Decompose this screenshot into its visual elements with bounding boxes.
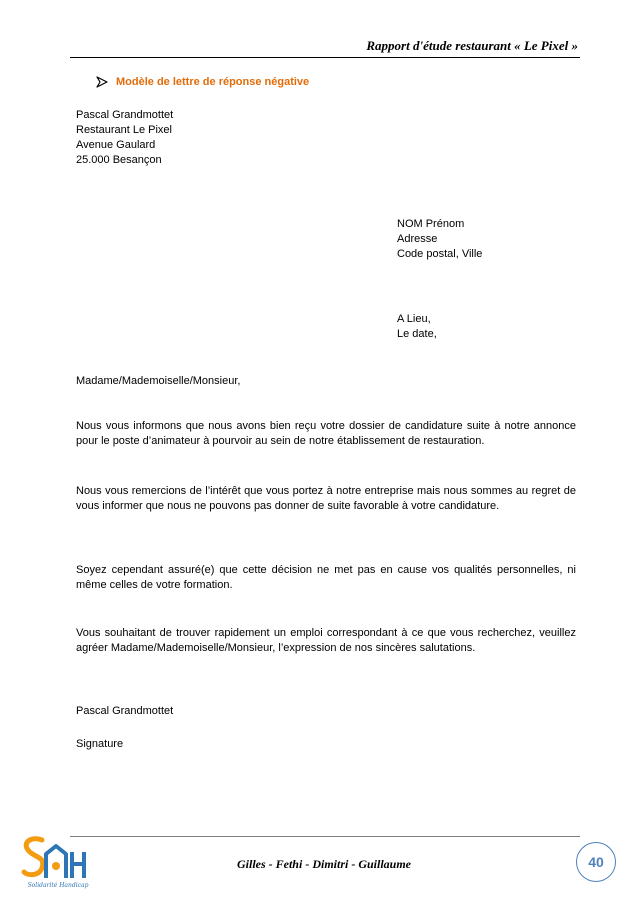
sender-line: Restaurant Le Pixel xyxy=(76,124,172,136)
place-and-date xyxy=(397,312,437,342)
letter-paragraph: Vous souhaitant de trouver rapidement un emploi correspondant à ce que vous recherchez, veuillez agréer Madame/Mademoiselle/Monsieur, l’expression de nos sincères salutations. xyxy=(76,627,576,654)
footer-divider xyxy=(70,836,580,837)
signature-name: Pascal Grandmottet xyxy=(76,705,174,717)
section-heading-text: Modèle de lettre de réponse négative xyxy=(116,76,310,88)
letter-paragraph: Soyez cependant assuré(e) que cette décision ne met pas en cause vos qualités personnelles, ni même celles de votre formation. xyxy=(76,564,576,591)
letter-paragraph: Nous vous remercions de l’intérêt que vous portez à notre entreprise mais nous sommes au regret de vous informer que nous ne pouvons pas donner de suite favorable à votre candidature. xyxy=(76,485,576,512)
footer-authors: Gilles - Fethi - Dimitri - Guillaume xyxy=(236,857,411,871)
letter-paragraph: Nous vous informons que nous avons bien reçu votre dossier de candidature suite à notre annonce pour le poste d’animateur à pourvoir au sein de notre établissement de restauration. xyxy=(76,420,576,447)
page-number: 40 xyxy=(588,854,604,870)
place-line: A Lieu, xyxy=(397,313,431,325)
logo-caption: Solidarité Handicap xyxy=(27,882,89,889)
sender-line: 25.000 Besançon xyxy=(76,154,162,166)
header-title: Rapport d'étude restaurant « Le Pixel » xyxy=(366,38,578,53)
letter-salutation: Madame/Mademoiselle/Monsieur, xyxy=(76,375,241,387)
date-line: Le date, xyxy=(397,328,437,340)
sender-line: Avenue Gaulard xyxy=(76,139,156,151)
sender-address xyxy=(76,108,173,168)
sender-line: Pascal Grandmottet xyxy=(76,109,174,121)
recipient-address xyxy=(397,217,482,262)
recipient-line: Code postal, Ville xyxy=(397,248,483,260)
signature-label: Signature xyxy=(76,738,124,750)
recipient-line: NOM Prénom xyxy=(397,218,465,230)
recipient-line: Adresse xyxy=(397,233,438,245)
page-number-badge xyxy=(576,842,616,882)
section-heading xyxy=(96,76,309,88)
arrow-bullet-icon xyxy=(96,76,108,88)
header-divider xyxy=(70,57,580,58)
